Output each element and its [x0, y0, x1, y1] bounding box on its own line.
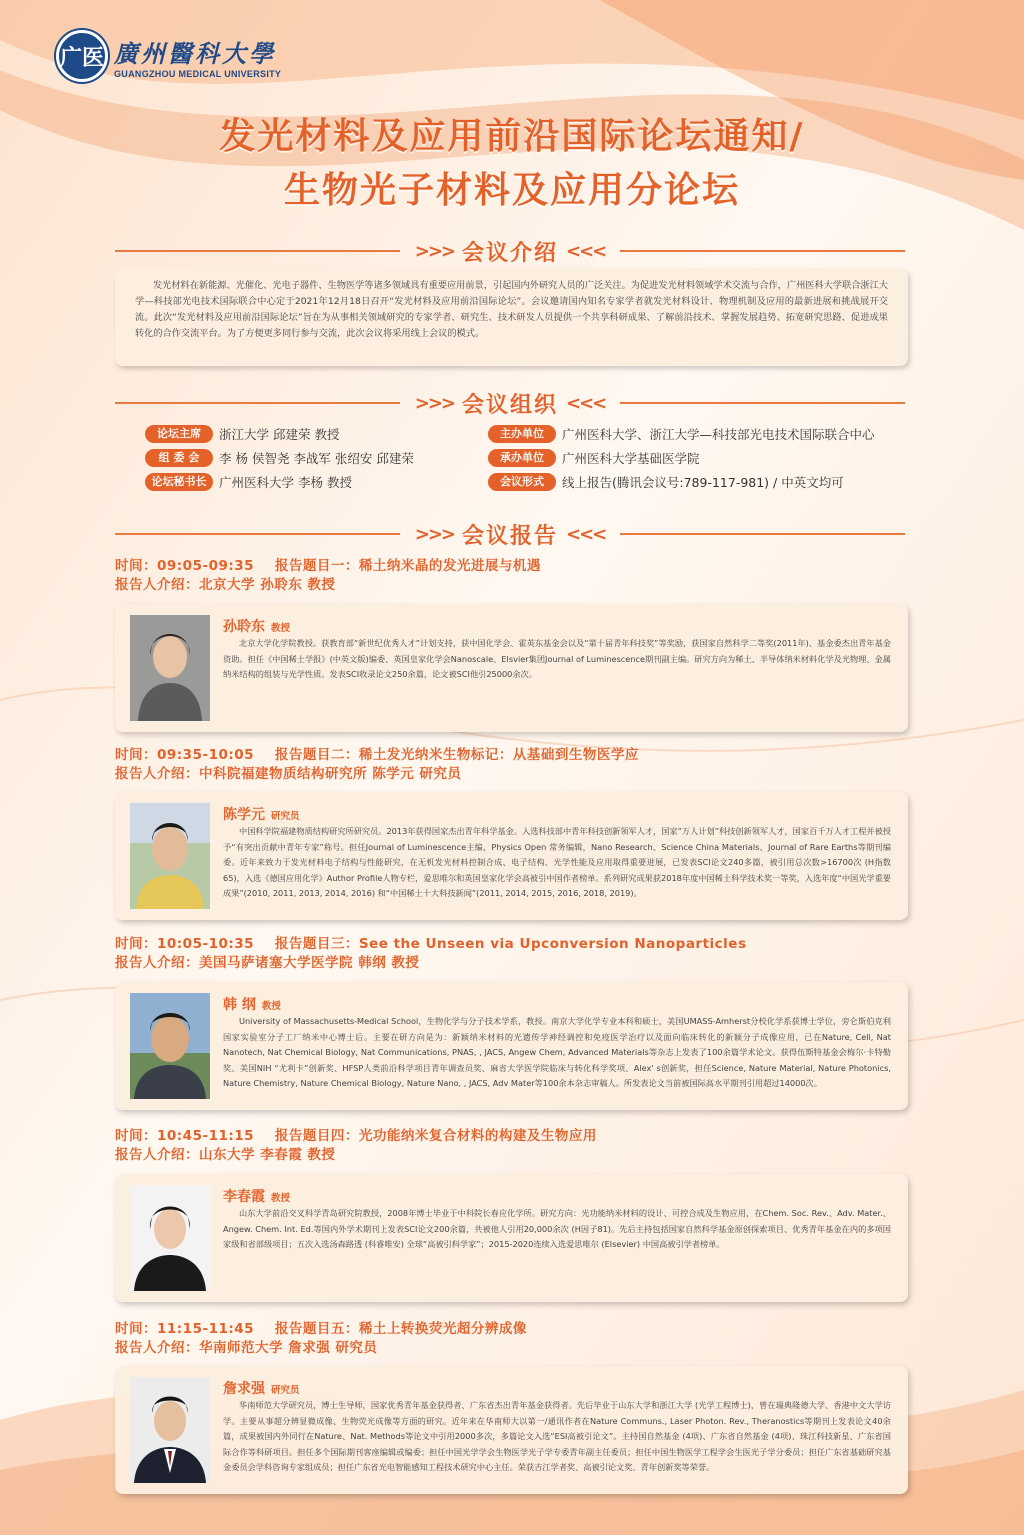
speaker-photo	[130, 993, 210, 1099]
intro-text: 发光材料在新能源、光催化、光电子器件、生物医学等诸多领域具有重要应用前景，引起国内外研究人员的广泛关注。为促进发光材料领域学术交流与合作，广州医科大学联合浙江大学—科技部光电技术国际联合中心定于2021年12月18日召开“发光材料及应用前沿国际论坛”。会议邀请国内知名专家学者就发光材料设计、物理机制及应用的最新进展和挑战展开交流。此次“发光材料及应用前沿国际论坛”旨在为从事相关领域研究的专家学者、研究生、技术研发人员提供一个共享科研成果、了解前沿技术、掌握发展趋势、拓宽研究思路、促进成果转化的合作交流平台。为了方便更多同行参与交流，此次会议将采用线上会议的模式。	[115, 268, 908, 366]
org-row: 主办单位 广州医科大学、浙江大学—科技部光电技术国际联合中心	[488, 424, 875, 444]
logo-name-cn: 廣州醫科大學	[114, 38, 276, 68]
speaker-bio: 华南师范大学研究员，博士生导师，国家优秀青年基金获得者、广东省杰出青年基金获得者。先后毕业于山东大学和浙江大学 (光学工程博士)，曾在瑞典隆德大学、香港中文大学访学。主要从事超分辨显微成像、生物荧光成像等方面的研究。近年来在华南师大以第一/通讯作者在Nature Communs., Laser Photon. Rev., Theranostics等期刊上发表论文40余篇，成果被国内外同行在Nature、Nat. Methods等论文中引用2000多次，多篇论文入选“ESI高被引论文”。主持国自然基金 (4项)、广东省自然基金 (4项)、珠江科技新星、广东省国际合作等科研项目。担任多个国际期刊客座编辑或编委；担任中国光学学会生物医学光子学专委青年副主任委员；担任中国生物医学工程学会生医光子学分委员；担任广东省基础研究基金委员会学科咨询专家组成员；担任广东省光电智能感知工程技术研究中心主任。荣获吉江学者奖、高被引论文奖、青年创新奖等荣誉。	[223, 1400, 891, 1472]
speaker-card: 韩 纲 教授 University of Massachusetts-Medical School，生物化学与分子技术学系，教授。南京大学化学专业本科和硕士，美国UMASS-Amherst分校化学系获博士学位，旁仑斯伯克利国家实验室分子工厂纳米中心博士后。主要在研方向是为：新颖纳米材料的光遗传学神经调控和免疫医学治疗以及面向临床转化的新颖分子成像应用，已在Nature, Cell, Nat Nanotech, Nat Chemical Biology, Nat Communications, PNAS, , JACS, Angew Chem, Advanced Materials等杂志上发表了100余篇学术论文。获得伍斯特基金会梅尔·卡特勒奖、美国NIH “尤利卡”创新奖、HFSP人类前沿科学项目青年调查员奖、麻省大学医学院临床与转化科学奖项、Alex' s创新奖，担任Science, Nature Material, Nature Photonics, Nature Chemistry, Nature Chemical Biology, Nature Nano, , JACS, Adv Mater等100余本杂志审稿人。所发表论文当前被国际高水平期刊引用超过14000次。	[115, 982, 908, 1110]
org-row: 承办单位 广州医科大学基础医学院	[488, 448, 700, 468]
logo-name-en: GUANGZHOU MEDICAL UNIVERSITY	[114, 68, 282, 79]
speaker-photo	[130, 1185, 210, 1291]
speaker-name: 韩 纲	[223, 997, 256, 1013]
talk-header: 时间：09:05-09:35 报告题目一：稀土纳米晶的发光进展与机遇 报告人介绍：北京大学 孙聆东 教授	[115, 558, 541, 593]
speaker-photo	[130, 803, 210, 909]
speaker-bio: 山东大学前沿交叉科学青岛研究院教授，2008年博士毕业于中科院长春应化学所。研究方向：光功能纳米材料的设计、可控合成及生物应用，在Chem. Soc. Rev.、Adv. Mater.、Angew. Chem. Int. Ed.等国内外学术期刊上发表SCI论文200余篇，共被他人引用20,000余次 (H因子81)。先后主持包括国家自然科学基金原创探索项目、优秀青年基金在内的多项国家级和省部级项目；五次入选汤森路透 (科睿唯安) 全球“高被引科学家”；2015-2020连续入选爱思唯尔 (Elsevier) 中国高被引学者榜单。	[223, 1208, 891, 1249]
org-row: 论坛秘书长 广州医科大学 李杨 教授	[145, 472, 352, 492]
speaker-name: 陈学元	[223, 807, 265, 823]
seal-icon: 广医	[56, 30, 108, 82]
speaker-bio: 北京大学化学院教授。获教育部“新世纪优秀人才”计划支持，获中国化学会、霍英东基金会以及“第十届青年科技奖”等奖励，获国家自然科学二等奖(2011年)、基金委杰出青年基金资助。担任《中国稀土学报》(中英文版)编委、英国皇家化学会Nanoscale、Elsvier集团Journal of Luminescence期刊副主编。研究方向为稀土、半导体纳米材料化学及光物理、金属纳米结构的组装与光学性质。发表SCI收录论文250余篇，论文被SCI他引25000余次。	[223, 638, 891, 679]
speaker-name: 孙聆东	[223, 619, 265, 635]
speaker-card: 陈学元 研究员 中国科学院福建物质结构研究所研究员。2013年获得国家杰出青年科学基金。入选科技部中青年科技创新领军人才，国家“万人计划”科技创新领军人才，国家百千万人才工程并被授予“有突出贡献中青年专家”称号。担任Journal of Luminescence主编，Physics Open 常务编辑，Nano Research、Science China Materials、Journal of Rare Earths等期刊编委。近年来致力于发光材料电子结构与性能研究，在无机发光材料控制合成、电子结构、光学性能及应用取得重要进展，已发表SCI论文240多篇，被引用总次数>16700次 (H指数 65)，入选《德国应用化学》Author Profile人物专栏，爱思唯尔和英国皇家化学会高被引中国作者榜单。系列研究成果获2018年度中国稀土科学技术奖一等奖，入选年度“中国光学重要成果”(2010, 2011, 2013, 2014, 2016) 和“中国稀土十大科技新闻”(2011, 2014, 2015, 2016, 2018, 2019)。	[115, 792, 908, 920]
org-row: 会议形式 线上报告(腾讯会议号:789-117-981) / 中英文均可	[488, 472, 844, 492]
page-title-line2: 生物光子材料及应用分论坛	[283, 170, 740, 211]
talk-header: 时间：09:35-10:05 报告题目二：稀土发光纳米生物标记：从基础到生物医学应 报告人介绍：中科院福建物质结构研究所 陈学元 研究员	[115, 747, 639, 782]
speaker-card: 李春霞 教授 山东大学前沿交叉科学青岛研究院教授，2008年博士毕业于中科院长春应化学所。研究方向：光功能纳米材料的设计、可控合成及生物应用，在Chem. Soc. Rev.、Adv. Mater.、Angew. Chem. Int. Ed.等国内外学术期刊上发表SCI论文200余篇，共被他人引用20,000余次 (H因子81)。先后主持包括国家自然科学基金原创探索项目、优秀青年基金在内的多项国家级和省部级项目；五次入选汤森路透 (科睿唯安) 全球“高被引科学家”；2015-2020连续入选爱思唯尔 (Elsevier) 中国高被引学者榜单。	[115, 1174, 908, 1302]
page-title-line1: 发光材料及应用前沿国际论坛通知/	[219, 116, 805, 157]
speaker-photo	[130, 615, 210, 721]
speaker-bio: University of Massachusetts-Medical School，生物化学与分子技术学系，教授。南京大学化学专业本科和硕士，美国UMASS-Amherst分校化学系获博士学位，旁仑斯伯克利国家实验室分子工厂纳米中心博士后。主要在研方向是为：新颖纳米材料的光遗传学神经调控和免疫医学治疗以及面向临床转化的新颖分子成像应用，已在Nature, Cell, Nat Nanotech, Nat Chemical Biology, Nat Communications, PNAS, , JACS, Angew Chem, Advanced Materials等杂志上发表了100余篇学术论文。获得伍斯特基金会梅尔·卡特勒奖、美国NIH “尤利卡”创新奖、HFSP人类前沿科学项目青年调查员奖、麻省大学医学院临床与转化科学奖项、Alex' s创新奖，担任Science, Nature Material, Nature Photonics, Nature Chemistry, Nature Chemical Biology, Nature Nano, , JACS, Adv Mater等100余本杂志审稿人。所发表论文当前被国际高水平期刊引用超过14000次。	[223, 1016, 891, 1088]
speaker-photo	[130, 1377, 210, 1483]
speaker-name: 詹求强	[223, 1381, 265, 1397]
speaker-name: 李春霞	[223, 1189, 265, 1205]
speaker-bio: 中国科学院福建物质结构研究所研究员。2013年获得国家杰出青年科学基金。入选科技部中青年科技创新领军人才，国家“万人计划”科技创新领军人才，国家百千万人才工程并被授予“有突出贡献中青年专家”称号。担任Journal of Luminescence主编，Physics Open 常务编辑，Nano Research、Science China Materials、Journal of Rare Earths等期刊编委。近年来致力于发光材料电子结构与性能研究，在无机发光材料控制合成、电子结构、光学性能及应用取得重要进展，已发表SCI论文240多篇，被引用总次数>16700次 (H指数 65)，入选《德国应用化学》Author Profile人物专栏，爱思唯尔和英国皇家化学会高被引中国作者榜单。系列研究成果获2018年度中国稀土科学技术奖一等奖，入选年度“中国光学重要成果”(2010, 2011, 2013, 2014, 2016) 和“中国稀土十大科技新闻”(2011, 2014, 2015, 2016, 2018, 2019)。	[223, 826, 891, 898]
university-logo	[56, 30, 281, 82]
org-row: 组 委 会 李 杨 侯智尧 李战军 张绍安 邱建荣	[145, 448, 414, 468]
section-header-org: >>> 会议组织 <<<	[115, 388, 905, 418]
section-header-intro: >>> 会议介绍 <<<	[115, 236, 905, 266]
speaker-card: 孙聆东 教授 北京大学化学院教授。获教育部“新世纪优秀人才”计划支持，获中国化学会、霍英东基金会以及“第十届青年科技奖”等奖励，获国家自然科学二等奖(2011年)、基金委杰出青年基金资助。担任《中国稀土学报》(中英文版)编委、英国皇家化学会Nanoscale、Elsvier集团Journal of Luminescence期刊副主编。研究方向为稀土、半导体纳米材料化学及光物理、金属纳米结构的组装与光学性质。发表SCI收录论文250余篇，论文被SCI他引25000余次。	[115, 604, 908, 732]
talk-header: 时间：10:05-10:35 报告题目三：See the Unseen via Upconversion Nanoparticles 报告人介绍：美国马萨诸塞大学医学院 韩纲 教授	[115, 936, 747, 971]
speaker-card: 詹求强 研究员 华南师范大学研究员，博士生导师，国家优秀青年基金获得者、广东省杰出青年基金获得者。先后毕业于山东大学和浙江大学 (光学工程博士)，曾在瑞典隆德大学、香港中文大学访学。主要从事超分辨显微成像、生物荧光成像等方面的研究。近年来在华南师大以第一/通讯作者在Nature Communs., Laser Photon. Rev., Theranostics等期刊上发表论文40余篇，成果被国内外同行在Nature、Nat. Methods等论文中引用2000多次，多篇论文入选“ESI高被引论文”。主持国自然基金 (4项)、广东省自然基金 (4项)、珠江科技新星、广东省国际合作等科研项目。担任多个国际期刊客座编辑或编委；担任中国光学学会生物医学光子学专委青年副主任委员；担任中国生物医学工程学会生医光子学分委员；担任广东省基础研究基金委员会学科咨询专家组成员；担任广东省光电智能感知工程技术研究中心主任。荣获吉江学者奖、高被引论文奖、青年创新奖等荣誉。	[115, 1366, 908, 1494]
talk-header: 时间：11:15-11:45 报告题目五：稀土上转换荧光超分辨成像 报告人介绍：华南师范大学 詹求强 研究员	[115, 1321, 527, 1356]
org-row: 论坛主席 浙江大学 邱建荣 教授	[145, 424, 339, 444]
section-header-talks: >>> 会议报告 <<<	[115, 519, 905, 549]
talk-header: 时间：10:45-11:15 报告题目四：光功能纳米复合材料的构建及生物应用 报告人介绍：山东大学 李春霞 教授	[115, 1128, 597, 1163]
